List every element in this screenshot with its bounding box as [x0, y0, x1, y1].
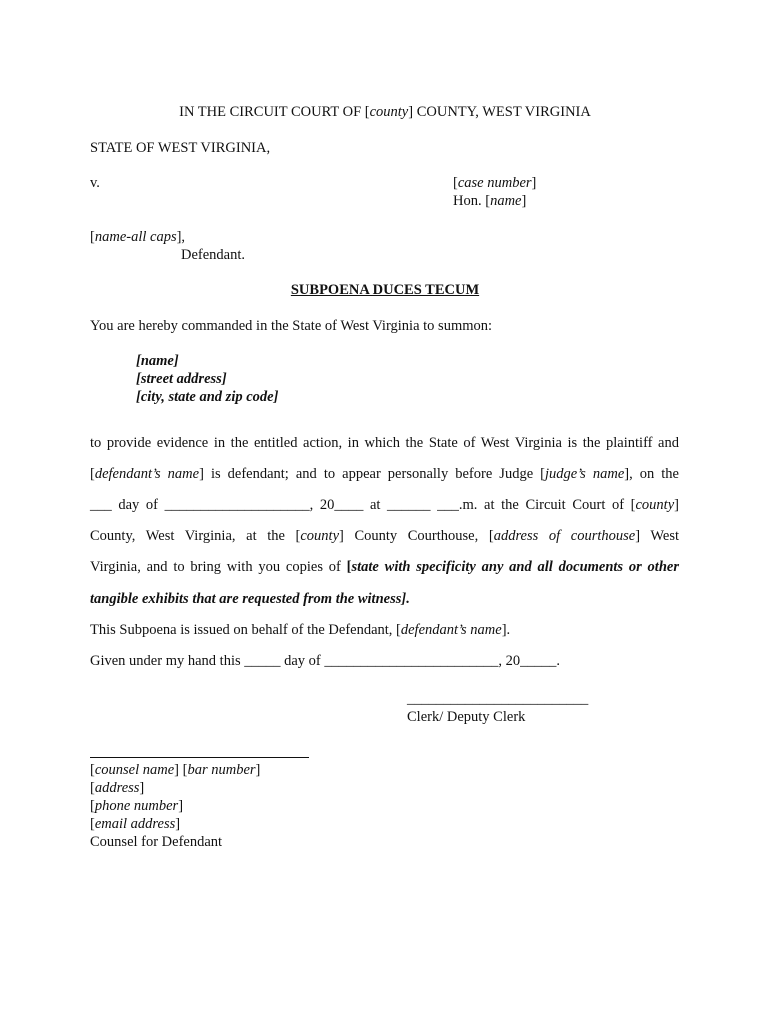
defendant-label: Defendant.: [181, 247, 246, 263]
clerk-signature-line: _________________________: [407, 691, 589, 707]
plaintiff-line: STATE OF WEST VIRGINIA,: [90, 140, 271, 156]
body-line-2: [defendant’s name] is defendant; and to appear personally before Judge [judge’s name], on the: [90, 466, 679, 482]
counsel-phone-line: [phone number]: [90, 798, 184, 814]
judge-placeholder: judge’s name: [545, 466, 625, 482]
bar-number-placeholder: bar number: [187, 762, 256, 778]
case-number-placeholder: case number: [457, 175, 532, 191]
versus-label: v.: [90, 175, 100, 191]
counsel-email-placeholder: email address: [94, 816, 176, 832]
courthouse-address-placeholder: address of courthouse: [493, 528, 636, 544]
command-line: You are hereby commanded in the State of West Virginia to summon:: [90, 318, 493, 334]
issued-line: This Subpoena is issued on behalf of the Defendant, [defendant’s name].: [90, 622, 511, 638]
court-county-placeholder: county: [635, 497, 675, 513]
counsel-label: Counsel for Defendant: [90, 834, 223, 850]
judge-name-placeholder: name: [490, 193, 522, 209]
issuing-defendant-placeholder: defendant’s name: [400, 622, 502, 638]
document-title: SUBPOENA DUCES TECUM: [290, 282, 480, 298]
court-heading: IN THE CIRCUIT COURT OF [county] COUNTY, WEST VIRGINIA: [179, 104, 591, 120]
counsel-signature-line: [90, 757, 309, 758]
recipient-city: [city, state and zip code]: [136, 389, 279, 405]
counsel-email-line: [email address]: [90, 816, 181, 832]
counsel-address-line: [address]: [90, 780, 145, 796]
body-line-3: ___ day of ____________________, 20____ at ______ ___.m. at the Circuit Court of [county]: [90, 497, 679, 513]
county-placeholder: county: [369, 104, 409, 120]
counsel-name-line: [counsel name] [bar number]: [90, 762, 261, 778]
judge-line: Hon. [name]: [453, 193, 527, 209]
body-line-4: County, West Virginia, at the [county] County Courthouse, [address of courthouse] West: [90, 528, 680, 544]
counsel-phone-placeholder: phone number: [94, 798, 179, 814]
recipient-name: [name]: [136, 353, 179, 369]
counsel-address-placeholder: address: [94, 780, 140, 796]
given-line: Given under my hand this _____ day of ________________________, 20_____.: [90, 653, 561, 669]
counsel-name-placeholder: counsel name: [94, 762, 175, 778]
body-line-5: Virginia, and to bring with you copies of [state with specificity any and all documents or other: [90, 559, 679, 575]
body-line-6: tangible exhibits that are requested from the witness].: [90, 591, 410, 607]
defendant-placeholder: defendant’s name: [94, 466, 200, 482]
documents-placeholder-start: state with specificity any and all documents or other: [351, 559, 679, 575]
courthouse-county-placeholder: county: [300, 528, 340, 544]
defendant-name-placeholder: name-all caps: [94, 229, 177, 245]
recipient-street: [street address]: [136, 371, 227, 387]
body-line-1: to provide evidence in the entitled action, in which the State of West Virginia is the plaintiff and: [90, 435, 679, 451]
clerk-label: Clerk/ Deputy Clerk: [407, 709, 526, 725]
documents-placeholder-end: tangible exhibits that are requested from the witness: [90, 591, 402, 607]
case-number-line: [case number]: [453, 175, 537, 191]
defendant-name-line: [name-all caps],: [90, 229, 186, 245]
